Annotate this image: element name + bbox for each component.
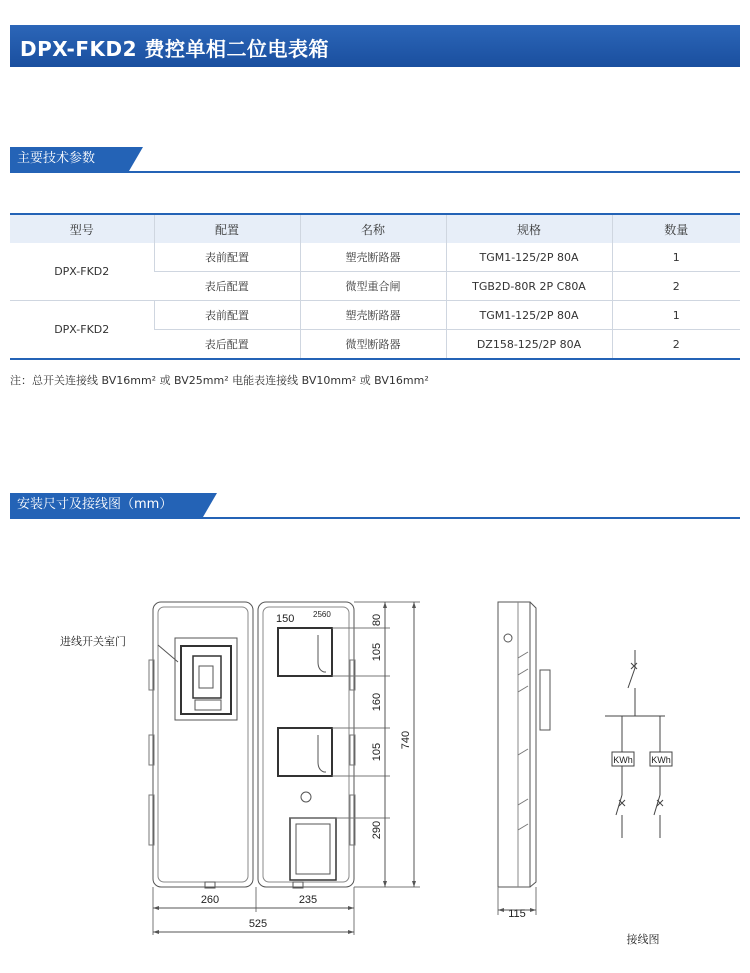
breaker-handle bbox=[199, 666, 213, 688]
outlet-window bbox=[290, 818, 336, 880]
title-bar bbox=[10, 25, 740, 67]
section-title-specs: 主要技术参数 bbox=[10, 147, 129, 171]
name-cell: 塑壳断路器 bbox=[300, 301, 446, 330]
side-latch bbox=[540, 670, 550, 730]
dim-150: 150 bbox=[276, 613, 295, 625]
spec-cell: TGB2D-80R 2P C80A bbox=[446, 272, 612, 301]
dim-80: 80 bbox=[371, 613, 383, 627]
lock-hole bbox=[301, 792, 311, 802]
qty-cell: 2 bbox=[612, 330, 740, 360]
meter-label-2: KWh bbox=[651, 755, 671, 765]
dim-105-top: 105 bbox=[371, 642, 383, 662]
installation-drawing bbox=[0, 590, 750, 973]
dim-115: 115 bbox=[508, 908, 526, 920]
dim-525: 525 bbox=[248, 918, 268, 930]
left-door-inner bbox=[158, 607, 248, 882]
meter-label-1: KWh bbox=[613, 755, 633, 765]
qty-cell: 1 bbox=[612, 243, 740, 272]
section-divider bbox=[10, 171, 740, 173]
col-header-spec: 规格 bbox=[446, 214, 612, 243]
wiring-diagram bbox=[605, 650, 672, 838]
side-view-body bbox=[498, 602, 530, 887]
left-door-outline bbox=[153, 602, 253, 887]
spec-cell: TGM1-125/2P 80A bbox=[446, 243, 612, 272]
col-header-name: 名称 bbox=[300, 214, 446, 243]
name-cell: 微型重合闸 bbox=[300, 272, 446, 301]
wiring-caption: 接线图 bbox=[626, 934, 660, 946]
col-header-qty: 数量 bbox=[612, 214, 740, 243]
switch-window bbox=[175, 638, 237, 720]
meter-hook-2 bbox=[318, 735, 326, 772]
name-cell: 微型断路器 bbox=[300, 330, 446, 360]
door-label: 进线开关室门 bbox=[60, 636, 126, 648]
breaker-terminal bbox=[195, 700, 221, 710]
spec-cell: TGM1-125/2P 80A bbox=[446, 301, 612, 330]
dim-160: 160 bbox=[371, 692, 383, 712]
meter-window-2 bbox=[278, 728, 332, 776]
section-header-specs bbox=[10, 147, 740, 175]
col-header-config: 配置 bbox=[154, 214, 300, 243]
wiring-note: 注：总开关连接线 BV16mm² 或 BV25mm² 电能表连接线 BV10mm² 或 BV16mm² bbox=[10, 374, 429, 387]
config-cell: 表后配置 bbox=[154, 330, 300, 360]
table-row bbox=[10, 301, 740, 330]
name-cell: 塑壳断路器 bbox=[300, 243, 446, 272]
config-cell: 表前配置 bbox=[154, 243, 300, 272]
meter-window-1 bbox=[278, 628, 332, 676]
qty-cell: 2 bbox=[612, 272, 740, 301]
model-cell: DPX-FKD2 bbox=[10, 243, 154, 301]
dim-235: 235 bbox=[298, 894, 318, 906]
config-cell: 表前配置 bbox=[154, 301, 300, 330]
model-cell: DPX-FKD2 bbox=[10, 301, 154, 360]
right-door-outline bbox=[258, 602, 354, 887]
col-header-model: 型号 bbox=[10, 214, 154, 243]
dim-2560: 2560 bbox=[313, 610, 331, 619]
table-row bbox=[10, 243, 740, 272]
meter-hook-1 bbox=[318, 635, 326, 672]
section-divider bbox=[10, 517, 740, 519]
table-header-row bbox=[10, 214, 740, 243]
config-cell: 表后配置 bbox=[154, 272, 300, 301]
side-screw bbox=[504, 634, 512, 642]
section-header-dimensions bbox=[10, 493, 740, 521]
dim-260: 260 bbox=[200, 894, 220, 906]
dim-290: 290 bbox=[371, 820, 383, 840]
outlet-window-inner bbox=[296, 824, 330, 874]
dim-740: 740 bbox=[400, 730, 412, 750]
page-title: DPX-FKD2 费控单相二位电表箱 bbox=[20, 37, 329, 61]
qty-cell: 1 bbox=[612, 301, 740, 330]
section-title-dimensions: 安装尺寸及接线图（mm） bbox=[10, 493, 203, 517]
breaker-body bbox=[193, 656, 221, 698]
spec-cell: DZ158-125/2P 80A bbox=[446, 330, 612, 360]
dim-105-bottom: 105 bbox=[371, 742, 383, 762]
spec-table bbox=[10, 213, 740, 360]
